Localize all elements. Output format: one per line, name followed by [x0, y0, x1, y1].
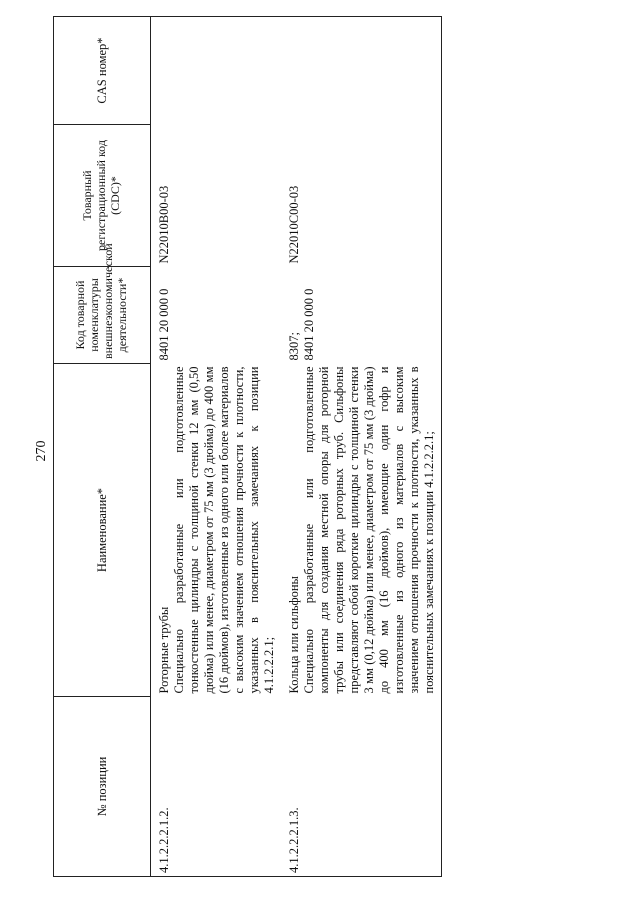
row-cas — [281, 17, 442, 125]
row-position: 4.1.2.2.2.1.3. — [281, 697, 442, 877]
table-row — [281, 17, 442, 877]
row-cdc: N22010B00-03 — [157, 185, 171, 264]
row-description — [281, 364, 442, 697]
row-position: 4.1.2.2.2.1.2. — [151, 697, 282, 877]
header-position: № позиции — [54, 697, 151, 877]
rotated-table-container — [53, 17, 528, 877]
table-row — [151, 17, 282, 877]
header-name: Наименование* — [54, 364, 151, 697]
page-number: 270 — [34, 440, 49, 462]
row-customs-code: 8307; 8401 20 000 0 — [281, 267, 442, 364]
row-description — [151, 364, 282, 697]
row-cas — [151, 17, 282, 125]
row-body: Специально разработанные или подготовленные компоненты для создания местной опоры для роторной трубы или соединения ряда роторных труб. Сильфоны представляют собой короткие цилиндры с толщиной стенки 3 мм (0,12 дюйма) или менее, диаметром от 75 мм (3 дюйма) до 400 мм (16 дюймов), имеющие один гофр и изготовленные из одного из материалов с высоким значением отношения прочности к плотности, указанных в пояснительных замечаниях к позиции 4.1.2.2.2.1; — [302, 366, 436, 694]
goods-table — [53, 16, 442, 877]
table-header-row — [54, 17, 151, 877]
row-title: Кольца или сильфоны — [287, 576, 301, 694]
row-cdc: N22010C00-03 — [281, 125, 442, 267]
header-customs-code: Код товарной номенклатуры внешнеэкономической деятельности* — [54, 267, 151, 364]
row-customs-code: 8401 20 000 0 — [157, 288, 171, 361]
header-cas: CAS номер* — [54, 17, 151, 125]
row-body: Специально разработанные или подготовленные тонкостенные цилиндры с толщиной стенки 12 мм (0,50 дюйма) или менее, диаметром от 75 мм (3 дюйма) до 400 мм (16 дюймов), изготовленные из одного или более материалов с высоким значением отношения прочности к плотности, указанных в пояснительных замечаниях к позиции 4.1.2.2.2.1; — [172, 366, 276, 694]
row-title: Роторные трубы — [157, 606, 171, 694]
header-cdc: Товарный регистрационный код (CDC)* — [54, 125, 151, 267]
